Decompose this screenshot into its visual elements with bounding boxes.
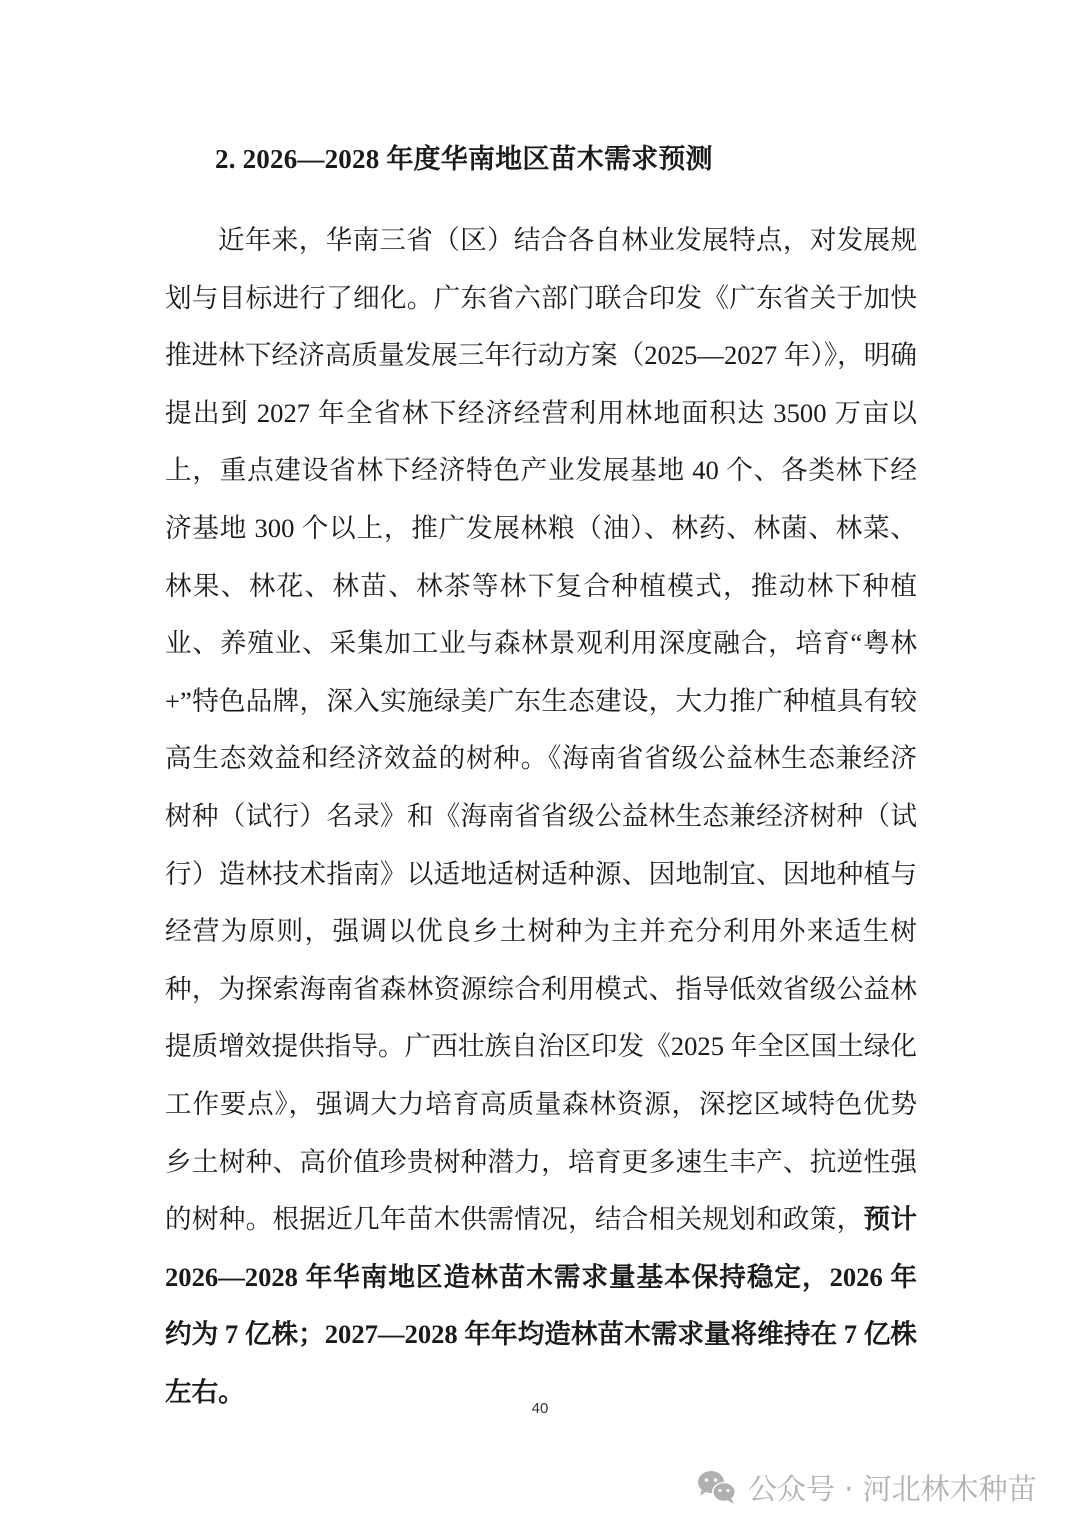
page-number: 40 — [531, 1400, 549, 1417]
wechat-icon — [696, 1469, 738, 1505]
watermark-text: 公众号 · 河北林木种苗 — [748, 1471, 1037, 1506]
wechat-watermark — [696, 1465, 1037, 1509]
body-paragraph — [165, 212, 917, 1421]
section-heading: 2. 2026—2028 年度华南地区苗木需求预测 — [215, 144, 713, 174]
paragraph-bold-conclusion: 预计 2026—2028 年华南地区造林苗木需求量基本保持稳定，2026 年约为 7 亿株；2027—2028 年年均造林苗木需求量将维持在 7 亿株左右。 — [165, 1204, 918, 1407]
paragraph-normal-text: 近年来，华南三省（区）结合各自林业发展特点，对发展规划与目标进行了细化。广东省六部门联合印发《广东省关于加快推进林下经济高质量发展三年行动方案（2025—2027 年）》，明确提出到 2027 年全省林下经济经营利用林地面积达 3500 万亩以上，重点建设省林下经济特色产业发展基地 40 个、各类林下经济基地 300 个以上，推广发展林粮（油）、林药、林菌、林菜、林果、林花、林苗、林茶等林下复合种植模式，推动林下种植业、养殖业、采集加工业与森林景观利用深度融合，培育“粤林+”特色品牌，深入实施绿美广东生态建设，大力推广种植具有较高生态效益和经济效益的树种。《海南省省级公益林生态兼经济树种（试行）名录》和《海南省省级公益林生态兼经济树种（试行）造林技术指南》以适地适树适种源、因地制宜、因地种植与经营为原则，强调以优良乡土树种为主并充分利用外来适生树种，为探索海南省森林资源综合利用模式、指导低效省级公益林提质增效提供指导。广西壮族自治区印发《2025 年全区国土绿化工作要点》，强调大力培育高质量森林资源，深挖区域特色优势乡土树种、高价值珍贵树种潜力，培育更多速生丰产、抗逆性强的树种。根据近几年苗木供需情况，结合相关规划和政策， — [165, 225, 917, 1235]
